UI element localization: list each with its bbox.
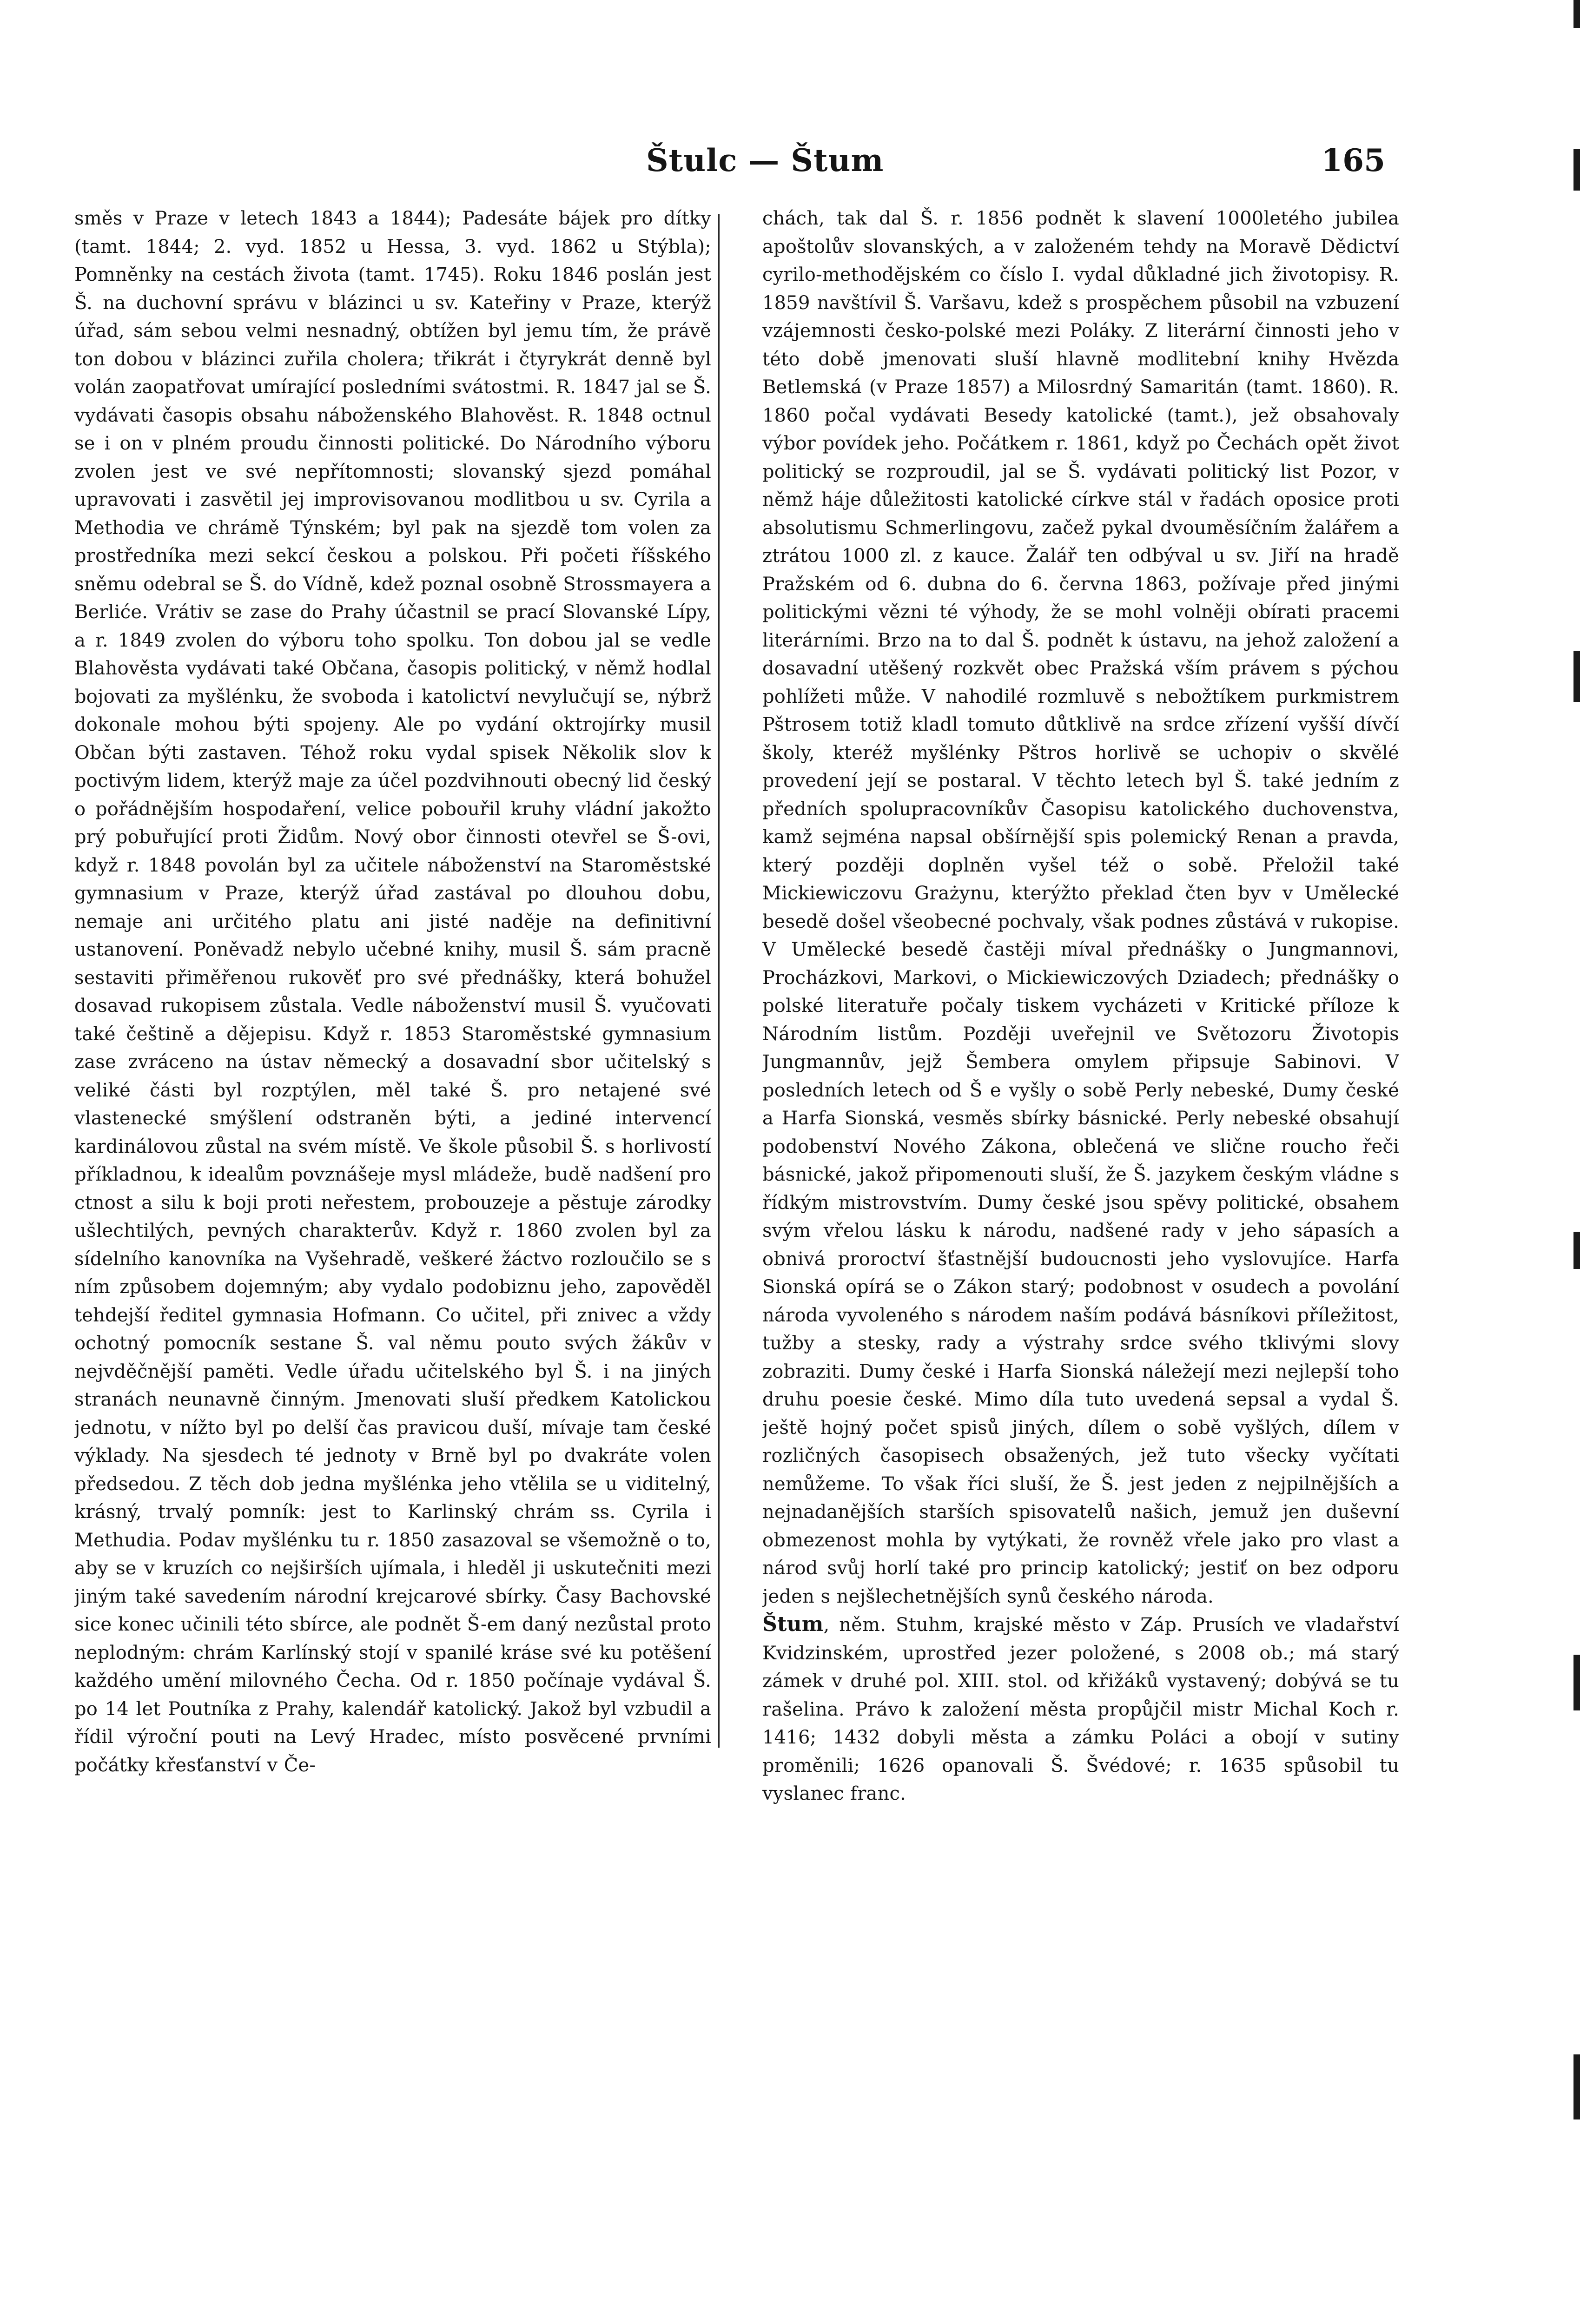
entry-text: , něm. Stuhm, krajské město v Záp. Prusích ve vladařství Kvidzinském, uprostřed jezer položené, s 2008 ob.; má starý zámek v druhé pol. XIII. stol. od křižáků vystavený; dobývá se tu rašelina. Právo k založení města propůjčil mistr Michal Koch r. 1416; 1432 dobyli města a zámku Poláci a obojí v sutiny proměnili; 1626 opanovali Š. Švédové; r. 1635 spůsobil tu vyslanec franc.	[762, 1614, 1399, 1804]
scan-edge-mark	[1573, 1655, 1580, 1710]
column-divider	[718, 214, 720, 1748]
left-column-text: směs v Praze v letech 1843 a 1844); Padesáte bájek pro dítky (tamt. 1844; 2. vyd. 1852 u Hessa, 3. vyd. 1862 u Stýbla); Pomněnky na cestách života (tamt. 1745). Roku 1846 poslán jest Š. na duchovní správu v blázinci u sv. Kateřiny v Praze, kterýž úřad, sám sebou velmi nesnadný, obtížen byl jemu tím, že právě ton dobou v blázinci zuřila cholera; třikrát i čtyrykrát denně byl volán zaopatřovat umírající posledními svátostmi. R. 1847 jal se Š. vydávati časopis obsahu náboženského Blahověst. R. 1848 octnul se i on v plném proudu činnosti politické. Do Národního výboru zvolen jest ve své nepřítomnosti; slovanský sjezd pomáhal upravovati i zasvětil jej improvisovanou modlitbou u sv. Cyrila a Methodia ve chrámě Týnském; byl pak na sjezdě tom volen za prostředníka mezi sekcí českou a polskou. Při početi říšského sněmu odebral se Š. do Vídně, kdež poznal osobně Strossmayera a Berliće. Vrátiv se zase do Prahy účastnil se prací Slovanské Lípy, a r. 1849 zvolen do výboru toho spolku. Ton dobou jal se vedle Blahověsta vydávati také Občana, časopis politický, v němž hodlal bojovati za myšlénku, že svoboda i katolictví nevylučují se, nýbrž dokonale mohou býti spojeny. Ale po vydání oktrojírky musil Občan býti zastaven. Téhož roku vydal spisek Několik slov k poctivým lidem, kterýž maje za účel pozdvihnouti obecný lid český o pořádnějším hospodaření, velice pobouřil kruhy vládní jakožto prý pobuřující proti Židům. Nový obor činnosti otevřel se Š-ovi, když r. 1848 povolán byl za učitele náboženství na Staroměstské gymnasium v Praze, kterýž úřad zastával po dlouhou dobu, nemaje ani určitého platu ani jisté naděje na definitivní ustanovení. Poněvadž nebylo učebné knihy, musil Š. sám pracně sestaviti přiměřenou rukověť pro své přednášky, která bohužel dosavad rukopisem zůstala. Vedle náboženství musil Š. vyučovati také češtině a dějepisu. Když r. 1853 Staroměstské gymnasium zase zvráceno na ústav německý a dosavadní sbor učitelský s veliké části byl rozptýlen, měl také Š. pro netajené své vlastenecké smýšlení odstraněn býti, a jediné intervencí kardinálovou zůstal na svém místě. Ve škole působil Š. s horlivostí příkladnou, k idealům povznášeje mysl mládeže, budě nadšení pro ctnost a silu k boji proti neřestem, probouzeje a pěstuje zárodky ušlechtilých, pevných charakterův. Když r. 1860 zvolen byl za sídelního kanovníka na Vyšehradě, veškeré žáctvo rozloučilo se s ním způsobem dojemným; aby vydalo podobiznu jeho, zapověděl tehdejší ředitel gymnasia Hofmann. Co učitel, při znivec a vždy ochotný pomocník sestane Š. val němu pouto svých žákův v nejvděčnější paměti. Vedle úřadu učitelského byl Š. i na jiných stranách neunavně činným. Jmenovati sluší předkem Katolickou jednotu, v nížto byl po delší čas pravicou duší, mívaje tam české výklady. Na sjesdech té jednoty v Brně byl po dvakráte volen předsedou. Z těch dob jedna myšlénka jeho vtělila se u viditelný, krásný, trvalý pomník: jest to Karlinský chrám ss. Cyrila i Methudia. Podav myšlénku tu r. 1850 zasazoval se všemožně o to, aby se v kruzích co nejširších ujímala, i hleděl ji uskutečniti mezi jiným také savedením národní krejcarové sbírky. Časy Bachovské sice konec učinili této sbírce, ale podnět Š-em daný nezůstal proto neplodným: chrám Karlínský stojí v spanilé kráse své ku potěšení každého umění milovného Čecha. Od r. 1850 počínaje vydával Š. po 14 let Poutníka z Prahy, kalendář katolický. Jakož byl vzbudil a řídil výroční pouti na Levý Hradec, místo posvěcené prvními počátky křesťanství v Če-	[74, 208, 711, 1776]
scan-edge-mark	[1573, 149, 1580, 191]
right-column	[762, 205, 1399, 2171]
page-header	[74, 139, 1413, 181]
scan-edge-mark	[1573, 651, 1580, 702]
right-column-text: chách, tak dal Š. r. 1856 podnět k slavení 1000letého jubilea apoštolův slovanských, a v založeném tehdy na Moravě Dědictví cyrilo-methodějském co číslo I. vydal důkladné jich životopisy. R. 1859 navštívil Š. Varšavu, kdež s prospěchem působil na vzbuzení vzájemnosti česko-polské mezi Poláky. Z literární činnosti jeho v této době jmenovati sluší hlavně modlitební knihy Hvězda Betlemská (v Praze 1857) a Milosrdný Samaritán (tamt. 1860). R. 1860 počal vydávati Besedy katolické (tamt.), jež obsahovaly výbor povídek jeho. Počátkem r. 1861, když po Čechách opět život politický se rozproudil, jal se Š. vydávati politický list Pozor, v němž háje důležitosti katolické církve stál v řadách oposice proti absolutismu Schmerlingovu, začež pykal dvouměsíčním žalářem a ztrátou 1000 zl. z kauce. Žalář ten odbýval u sv. Jiří na hradě Pražském od 6. dubna do 6. června 1863, požívaje před jinými politickými vězni té výhody, že se mohl volněji obírati pracemi literárními. Brzo na to dal Š. podnět k ústavu, na jehož založení a dosavadní utěšený rozkvět obec Pražská vším právem s pýchou pohlížeti může. V nahodilé rozmluvě s nebožtíkem purkmistrem Pštrosem totiž kladl tomuto důtklivě na srdce zřízení vyšší dívčí školy, kteréž myšlénky Pštros horlivě se uchopiv o skvělé provedení její se postaral. V těchto letech byl Š. také jedním z předních spolupracovníkův Časopisu katolického duchovenstva, kamž sejména napsal obšírnější spis polemický Renan a pravda, který později doplněn vyšel též o sobě. Přeložil také Mickiewiczovu Grażynu, kterýžto překlad čten byv v Umělecké besedě došel všeobecné pochvaly, však podnes zůstává v rukopise. V Umělecké besedě častěji míval přednášky o Jungmannovi, Procházkovi, Markovi, o Mickiewiczových Dziadech; přednášky o polské literatuře počaly tiskem vycházeti v Kritické příloze k Národním listům. Později uveřejnil ve Světozoru Životopis Jungmannův, jejž Šembera omylem připsuje Sabinovi. V posledních letech od Š e vyšly o sobě Perly nebeské, Dumy české a Harfa Sionská, vesměs sbírky básnické. Perly nebeské obsahují podobenství Nového Zákona, oblečená ve slične roucho řeči básnické, jakož připomenouti sluší, že Š. jazykem českým vládne s řídkým mistrovstvím. Dumy české jsou spěvy politické, obsahem svým vřelou lásku k národu, nadšené rady v jeho sápasích a obnivá proroctví šťastnější budoucnosti jeho vyslovujíce. Harfa Sionská opírá se o Zákon starý; podobnost v osudech a povolání národa vyvoleného s národem naším podává básníkovi příležitost, tužby a stesky, rady a výstrahy srdce svého tklivými slovy zobraziti. Dumy české i Harfa Sionská náležejí mezi nejlepší toho druhu poesie české. Mimo díla tuto uvedená sepsal a vydal Š. ještě hojný počet spisů jiných, dílem o sobě vyšlých, dílem v rozličných časopisech obsažených, jež tuto všecky vyčítati nemůžeme. To však říci sluší, že Š. jest jeden z nejpilnějších a nejnadanějších starších spisovatelů našich, jemuž jen duševní obmezenost mohla by vytýkati, že rovněž vřele jako pro vlast a národ svůj horlí také pro princip katolický; jestiť on bez odporu jeden s nejšlechetnějších synů českého národa.	[762, 208, 1399, 1607]
running-head: Štulc — Štum	[646, 142, 884, 178]
entry-heading: Štum	[762, 1612, 824, 1636]
page-number: 165	[1321, 142, 1385, 178]
scan-edge-mark	[1573, 1232, 1580, 1269]
scan-edge-mark	[1573, 0, 1580, 28]
scan-edge-mark	[1573, 2054, 1580, 2119]
left-column	[74, 205, 711, 2171]
